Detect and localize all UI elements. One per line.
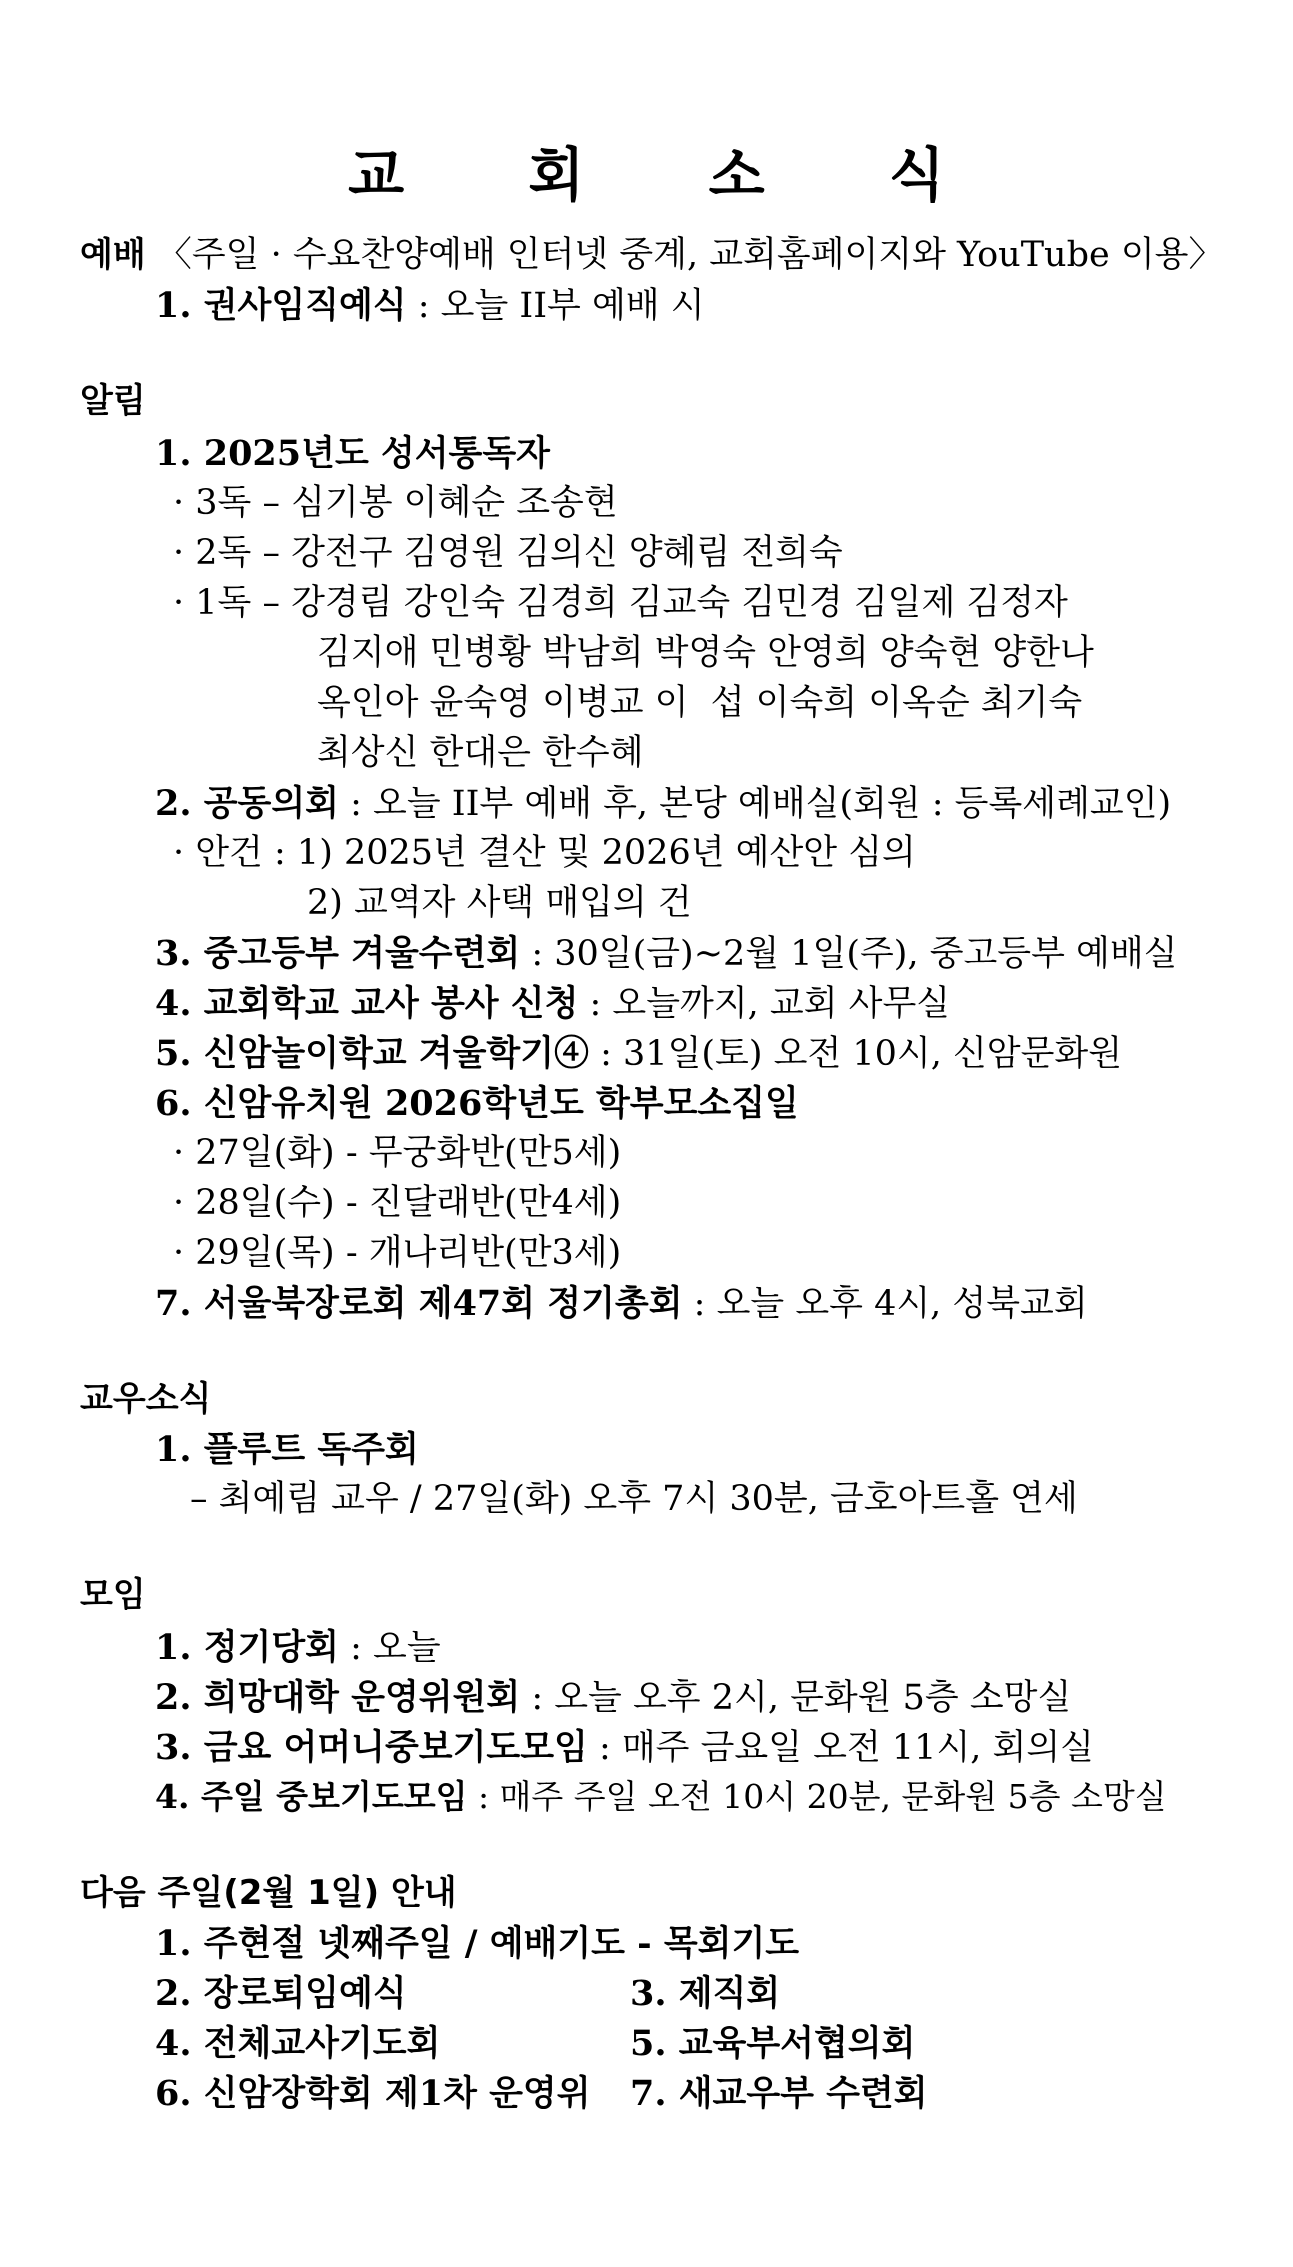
reader-names-continued: 최상신 한대은 한수혜 <box>317 733 644 773</box>
meeting-item <box>155 1677 1072 1718</box>
meeting-item <box>155 1727 1094 1768</box>
meeting-text: : 오늘 <box>338 1628 441 1668</box>
reader-names: 심기봉 이혜순 조송현 <box>291 483 618 523</box>
notice-label: 3. 중고등부 겨울수련회 <box>155 933 521 974</box>
next-week-line-1: 1. 주현절 넷째주일 / 예배기도 - 목회기도 <box>155 1923 800 1964</box>
kindergarten-row: · 27일(화) - 무궁화반(만5세) <box>173 1133 622 1173</box>
members-heading: 교우소식 <box>80 1379 212 1419</box>
notice-4 <box>155 983 951 1024</box>
next-week-item: 2. 장로퇴임예식 <box>155 1973 407 2014</box>
members-item-1-label: 1. 플루트 독주회 <box>155 1429 419 1470</box>
meeting-label: 3. 금요 어머니중보기도모임 <box>155 1727 588 1768</box>
agenda-row <box>173 833 916 873</box>
worship-item-label: 1. 권사임직예식 <box>155 285 407 326</box>
reader-grade: · 3독 – <box>173 483 292 523</box>
next-week-pair <box>155 2073 1255 2114</box>
agenda-item: 2) 교역자 사택 매입의 건 <box>307 883 692 923</box>
reader-names-continued: 김지애 민병황 박남희 박영숙 안영희 양숙현 양한나 <box>317 633 1094 673</box>
next-week-item: 3. 제직회 <box>630 1973 781 2014</box>
notice-7 <box>155 1283 1088 1324</box>
meeting-item <box>155 1627 441 1668</box>
worship-section <box>80 235 1224 275</box>
notice-label: 2. 공동의회 <box>155 783 339 824</box>
notice-text: : 30일(금)~2월 1일(주), 중고등부 예배실 <box>520 934 1178 974</box>
members-item-1-detail: – 최예림 교우 / 27일(화) 오후 7시 30분, 금호아트홀 연세 <box>190 1479 1078 1519</box>
worship-item-text: : 오늘 II부 예배 시 <box>406 286 705 326</box>
reader-names: 강전구 김영원 김의신 양혜림 전희숙 <box>291 533 843 573</box>
notice-text: : 오늘 II부 예배 후, 본당 예배실(회원 : 등록세례교인) <box>338 784 1172 824</box>
meeting-text: : 매주 주일 오전 10시 20분, 문화원 5층 소망실 <box>467 1777 1167 1816</box>
next-week-pair <box>155 1973 1255 2014</box>
notice-6-label: 6. 신암유치원 2026학년도 학부모소집일 <box>155 1083 799 1124</box>
notice-text: : 31일(토) 오전 10시, 신암문화원 <box>589 1034 1123 1074</box>
notice-label: 7. 서울북장로회 제47회 정기총회 <box>155 1283 683 1324</box>
meeting-label: 2. 희망대학 운영위원회 <box>155 1677 521 1718</box>
meeting-text: : 매주 금요일 오전 11시, 회의실 <box>587 1728 1094 1768</box>
meeting-item <box>155 1777 1167 1816</box>
notice-2 <box>155 783 1172 824</box>
reader-grade: · 2독 – <box>173 533 292 573</box>
notice-label: 4. 교회학교 교사 봉사 신청 <box>155 983 579 1024</box>
kindergarten-row: · 29일(목) - 개나리반(만3세) <box>173 1233 622 1273</box>
reader-grade: · 1독 – <box>173 583 292 623</box>
notice-text: : 오늘 오후 4시, 성북교회 <box>682 1284 1088 1324</box>
worship-heading: 예배 <box>80 235 146 275</box>
next-week-item: 7. 새교우부 수련회 <box>630 2073 928 2114</box>
notice-3 <box>155 933 1178 974</box>
next-week-pair <box>155 2023 1255 2064</box>
page-title: 교 회 소 식 <box>348 141 997 209</box>
notice-5 <box>155 1033 1123 1074</box>
agenda-label: · 안건 : <box>173 833 297 873</box>
worship-note: 〈주일 · 수요찬양예배 인터넷 중계, 교회홈페이지와 YouTube 이용〉 <box>145 235 1224 275</box>
reader-names-continued: 옥인아 윤숙영 이병교 이 섭 이숙희 이옥순 최기숙 <box>317 683 1083 723</box>
agenda-item: 1) 2025년 결산 및 2026년 예산안 심의 <box>296 833 916 873</box>
meeting-text: : 오늘 오후 2시, 문화원 5층 소망실 <box>520 1678 1072 1718</box>
next-week-item: 6. 신암장학회 제1차 운영위 <box>155 2073 591 2114</box>
reader-names: 강경림 강인숙 김경희 김교숙 김민경 김일제 김정자 <box>291 583 1068 623</box>
notice-1-label: 1. 2025년도 성서통독자 <box>155 433 550 474</box>
next-week-item: 5. 교육부서협의회 <box>630 2023 916 2064</box>
notice-text: : 오늘까지, 교회 사무실 <box>578 984 951 1024</box>
kindergarten-row: · 28일(수) - 진달래반(만4세) <box>173 1183 622 1223</box>
reader-row <box>173 483 618 523</box>
next-week-item: 4. 전체교사기도회 <box>155 2023 441 2064</box>
meeting-label: 4. 주일 중보기도모임 <box>155 1777 468 1816</box>
reader-row <box>173 533 843 573</box>
meetings-heading: 모임 <box>80 1575 146 1615</box>
notice-label: 5. 신암놀이학교 겨울학기④ <box>155 1033 590 1074</box>
meeting-label: 1. 정기당회 <box>155 1627 339 1668</box>
reader-row <box>173 583 1068 623</box>
notices-heading: 알림 <box>80 381 146 421</box>
next-week-heading: 다음 주일(2월 1일) 안내 <box>80 1873 457 1913</box>
worship-item-1 <box>155 285 705 326</box>
